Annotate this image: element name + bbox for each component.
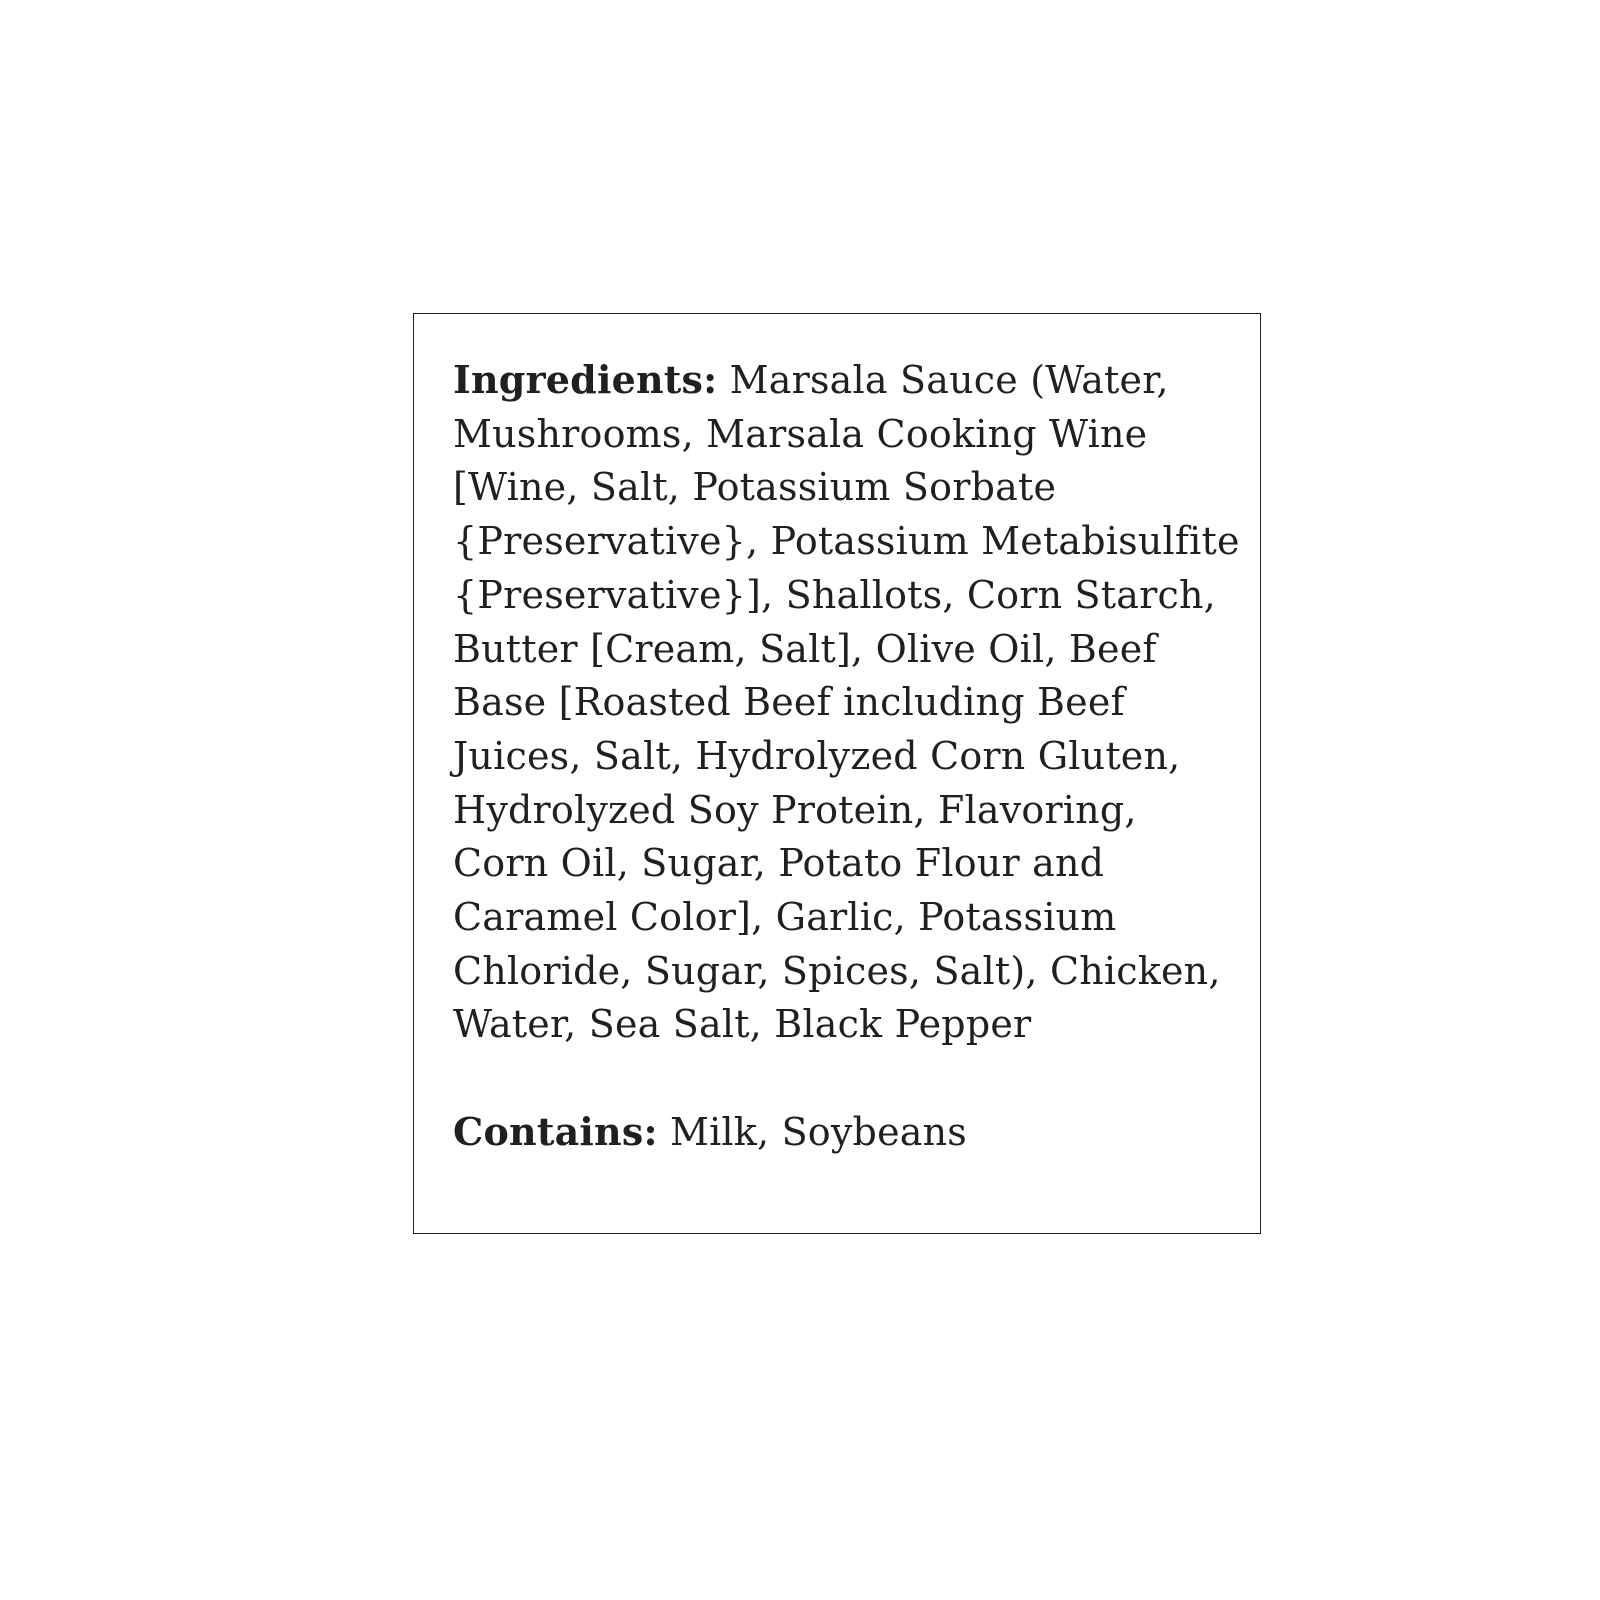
ingredients-line-8: Juices, Salt, Hydrolyzed Corn Gluten,	[453, 733, 1181, 778]
ingredients-line-1	[453, 353, 1243, 408]
ingredients-line-11: Caramel Color], Garlic, Potassium	[453, 895, 1117, 940]
ingredients-line-2: Mushrooms, Marsala Cooking Wine	[453, 411, 1148, 456]
contains-line	[453, 1105, 1243, 1160]
ingredients-line-12: Chloride, Sugar, Spices, Salt), Chicken,	[453, 948, 1221, 993]
ingredients-line-7: Base [Roasted Beef including Beef	[453, 680, 1125, 725]
ingredients-line-5: {Preservative}], Shallots, Corn Starch,	[453, 572, 1216, 617]
ingredients-line-13: Water, Sea Salt, Black Pepper	[453, 1002, 1032, 1047]
label-content	[453, 353, 1243, 1160]
contains-section	[453, 1105, 1243, 1160]
ingredients-label-box	[413, 313, 1261, 1234]
ingredients-heading: Ingredients:	[453, 357, 718, 402]
ingredients-line-10: Corn Oil, Sugar, Potato Flour and	[453, 841, 1105, 886]
ingredients-line-9: Hydrolyzed Soy Protein, Flavoring,	[453, 787, 1137, 832]
contains-text: Milk, Soybeans	[657, 1110, 967, 1155]
ingredients-line-4: {Preservative}, Potassium Metabisulfite	[453, 519, 1240, 564]
ingredients-line-6: Butter [Cream, Salt], Olive Oil, Beef	[453, 626, 1157, 671]
ingredients-text: Marsala Sauce (Water,	[717, 358, 1169, 402]
ingredients-section	[453, 353, 1243, 1052]
contains-heading: Contains:	[453, 1109, 658, 1155]
ingredients-line-3: [Wine, Salt, Potassium Sorbate	[453, 465, 1057, 510]
